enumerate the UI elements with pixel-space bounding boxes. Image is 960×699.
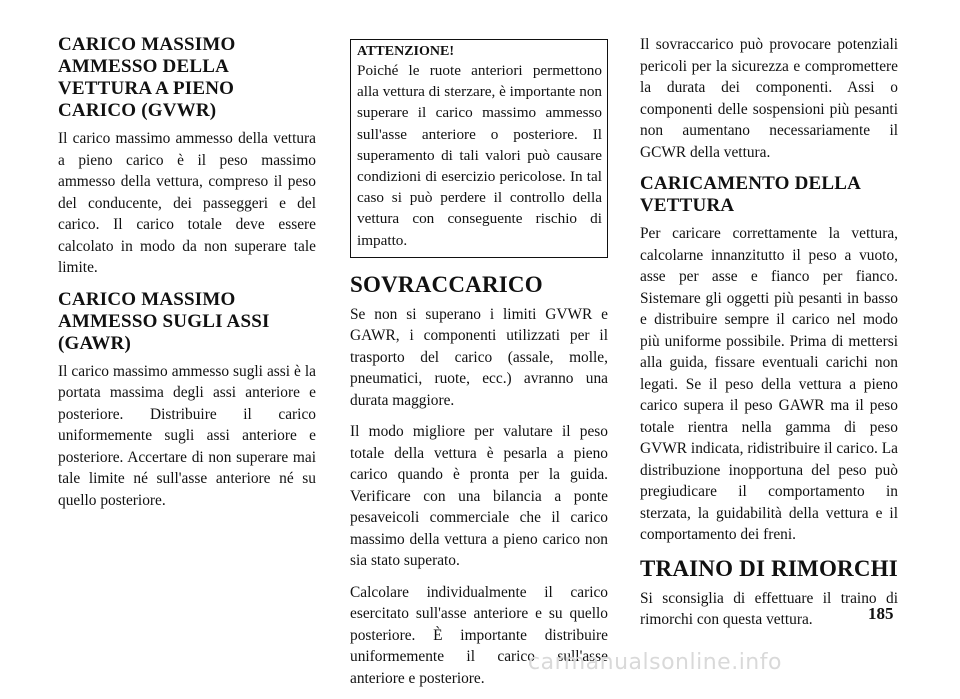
paragraph-sovraccarico-1: Se non si superano i limiti GVWR e GAWR, i componenti utilizzati per il trasporto del carico (assale, molle, pneumatici, ruote, ecc.) avranno una durata maggiore.	[350, 305, 608, 409]
warning-text: Poiché le ruote anteriori permettono alla vettura di sterzare, è importante non superare il carico massimo ammesso sull'asse anteriore o posteriore. Il superamento di tali valori può causare condizioni di esercizio pericolose. In tal caso si può perdere il controllo della vettura con conseguente rischio di impatto.	[357, 62, 603, 249]
paragraph-traino: Si sconsiglia di effettuare il traino di rimorchi con questa vettura.	[640, 589, 898, 628]
paragraph-overload: Il sovraccarico può provocare potenziali pericoli per la sicurezza e compromettere la durata dei componenti. Assi o componenti delle sospensioni più pesanti non aumentano necessariamente il GCWR della vettura.	[640, 36, 898, 161]
heading-gawr: CARICO MASSIMO AMMESSO SUGLI ASSI (GAWR)	[58, 288, 270, 354]
paragraph-gvwr: Il carico massimo ammesso della vettura a pieno carico è il peso massimo ammesso della vettura, compreso il peso del conducente, dei passeggeri e del carico. Il carico totale deve essere calcolato in modo da non superare tale limite.	[58, 130, 316, 276]
column-middle	[350, 34, 608, 699]
paragraph-caricamento: Per caricare correttamente la vettura, calcolarne innanzitutto il peso a vuoto, asse per asse e fianco per fianco. Sistemare gli oggetti più pesanti in basso e distribuire sempre il carico nel modo più uniforme possibile. Prima di mettersi alla guida, fissare eventuali carichi non legati. Se il peso della vettura a pieno carico supera il peso GAWR ma il peso totale rientra nella gamma di peso GVWR indicata, ridistribuire il carico. La distribuzione inopportuna del peso può pregiudicare il comportamento in sterzata, la guidabilità della vettura e il comportamento dei freni.	[640, 225, 898, 543]
paragraph-gawr: Il carico massimo ammesso sugli assi è la portata massima degli assi anteriore e posteriore. Distribuire il carico uniformemente sugli assi anteriore e posteriore. Accertare di non superare mai tale limite né sull'asse anteriore né su quello posteriore.	[58, 362, 316, 509]
heading-sovraccarico: SOVRACCARICO	[350, 271, 543, 297]
watermark: carmanualsonline.info	[528, 650, 782, 675]
column-left	[58, 34, 316, 521]
page-number: 185	[868, 604, 894, 623]
column-right	[640, 34, 898, 641]
heading-gvwr: CARICO MASSIMO AMMESSO DELLA VETTURA A PIENO CARICO (GVWR)	[58, 34, 236, 121]
heading-traino: TRAINO DI RIMORCHI	[640, 555, 898, 581]
heading-caricamento: CARICAMENTO DELLA VETTURA	[640, 173, 860, 216]
paragraph-sovraccarico-3: Calcolare individualmente il carico esercitato sull'asse anteriore e su quello posteriore. È importante distribuire uniformemente il carico sull'asse anteriore e posteriore.	[350, 583, 608, 687]
warning-title: ATTENZIONE!	[357, 44, 454, 59]
paragraph-sovraccarico-2: Il modo migliore per valutare il peso totale della vettura è pesarla a pieno carico quando è pronta per la guida. Verificare con una bilancia a ponte pesaveicoli commerciale che il carico massimo della vettura a pieno carico non sia stato superato.	[350, 423, 608, 570]
warning-box	[350, 39, 608, 258]
